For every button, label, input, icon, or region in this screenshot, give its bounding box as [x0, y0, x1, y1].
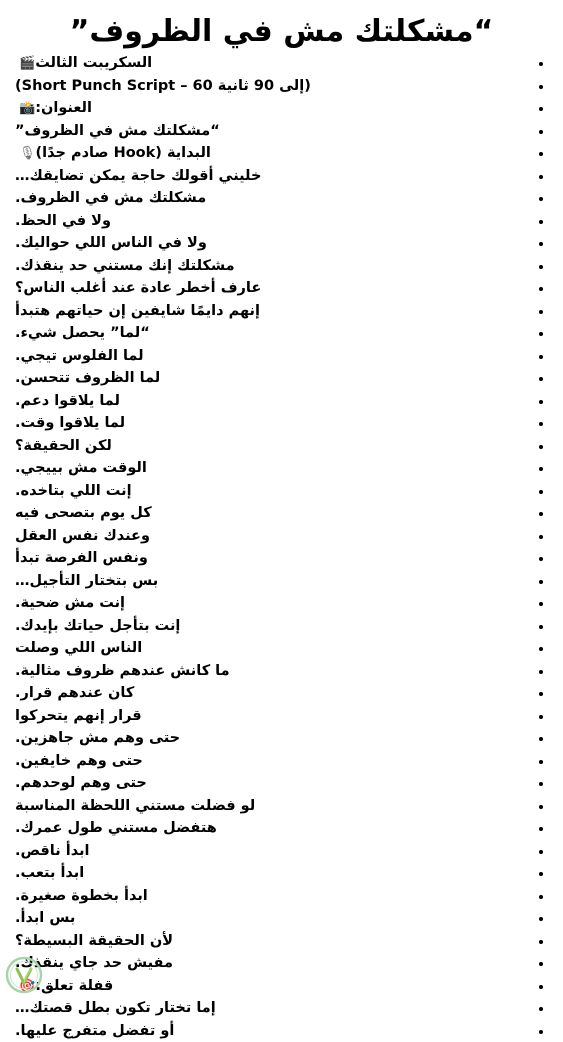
list-item: [15, 412, 545, 435]
line-text: بس ابدأ.: [15, 910, 75, 926]
list-item: [15, 142, 545, 165]
list-item: [15, 705, 545, 728]
line-text: إنت بتأجل حياتك بإيدك.: [15, 618, 180, 634]
line-text: ما كانش عندهم ظروف مثالية.: [15, 663, 230, 679]
line-text: حتى وهم مش جاهزين.: [15, 730, 180, 746]
list-item: [15, 1020, 545, 1042]
line-text: ابدأ بخطوة صغيرة.: [15, 888, 148, 904]
list-item: [15, 345, 545, 368]
list-item: [15, 682, 545, 705]
list-item: [15, 165, 545, 188]
list-item: [15, 480, 545, 503]
list-item: [15, 75, 545, 98]
list-item: [15, 457, 545, 480]
list-item: [15, 277, 545, 300]
line-text: كان عندهم قرار.: [15, 685, 134, 701]
line-text: لما يلاقوا دعم.: [15, 393, 120, 409]
line-text: إما تختار تكون بطل قصتك…: [15, 1000, 216, 1016]
list-item: [15, 390, 545, 413]
list-item: [15, 322, 545, 345]
line-text: عارف أخطر عادة عند أغلب الناس؟: [15, 280, 261, 296]
list-item: [15, 930, 545, 953]
list-item: [15, 885, 545, 908]
line-text: مشكلتك مش في الظروف.: [15, 190, 206, 206]
target-icon: 🎯: [19, 976, 35, 999]
line-text: ولا في الناس اللي حواليك.: [15, 235, 207, 251]
list-item: [15, 952, 545, 975]
line-text: إنت اللي بتاخده.: [15, 483, 132, 499]
line-text: قرار إنهم يتحركوا: [15, 708, 142, 724]
line-text: حتى وهم خايفين.: [15, 753, 143, 769]
line-text: لو فضلت مستني اللحظة المناسبة: [15, 798, 255, 814]
line-text: بس بتختار التأجيل…: [15, 573, 158, 589]
list-item: [15, 660, 545, 683]
line-text: العنوان:: [35, 100, 92, 116]
list-item: [15, 120, 545, 143]
line-text: إنهم دايمًا شايفين إن حياتهم هتبدأ: [15, 303, 260, 319]
line-text: السكريبت الثالث: [35, 55, 152, 71]
line-text: لما يلاقوا وقت.: [15, 415, 125, 431]
list-item: [15, 367, 545, 390]
line-text: لكن الحقيقة؟: [15, 438, 112, 454]
list-item: [15, 502, 545, 525]
line-text: ابدأ بتعب.: [15, 865, 84, 881]
line-text: خليني أقولك حاجة يمكن تضايقك…: [15, 168, 261, 184]
line-text: ولا في الحظ.: [15, 213, 111, 229]
camera-icon: 📸: [19, 98, 35, 121]
clapper-board-icon: 🎬: [19, 53, 35, 76]
list-item: [15, 525, 545, 548]
list-item: [15, 547, 545, 570]
microphone-icon: 🎙: [19, 143, 36, 166]
list-item: [15, 570, 545, 593]
line-text: ونفس الفرصة تبدأ: [15, 550, 148, 566]
line-text: البداية (Hook صادم جدًا): [36, 145, 211, 161]
line-text: هتفضل مستني طول عمرك.: [15, 820, 217, 836]
list-item: [15, 907, 545, 930]
list-item: [15, 97, 545, 120]
list-item: [15, 975, 545, 998]
line-text: “لما” يحصل شيء.: [15, 325, 150, 341]
list-item: [15, 795, 545, 818]
line-text: لما الظروف تتحسن.: [15, 370, 160, 386]
line-text: لما الفلوس تيجي.: [15, 348, 144, 364]
list-item: [15, 187, 545, 210]
list-item: [15, 637, 545, 660]
line-text: كل يوم بتصحى فيه: [15, 505, 152, 521]
list-item: [15, 52, 545, 75]
watermark-logo: [5, 956, 43, 994]
list-item: [15, 300, 545, 323]
line-text: الوقت مش بييجي.: [15, 460, 147, 476]
list-item: [15, 592, 545, 615]
line-text: أو تفضل متفرج عليها.: [15, 1023, 174, 1039]
list-item: [15, 997, 545, 1020]
line-text: إنت مش ضحية.: [15, 595, 125, 611]
list-item: [15, 435, 545, 458]
line-text: وعندك نفس العقل: [15, 528, 150, 544]
line-text: لأن الحقيقة البسيطة؟: [15, 933, 173, 949]
line-text: حتى وهم لوحدهم.: [15, 775, 147, 791]
list-item: [15, 862, 545, 885]
line-text: (Short Punch Script – 60 إلى 90 ثانية): [15, 78, 311, 94]
line-text: الناس اللي وصلت: [15, 640, 142, 656]
list-item: [15, 772, 545, 795]
list-item: [15, 727, 545, 750]
list-item: [15, 750, 545, 773]
document-title: “مشكلتك مش في الظروف”: [0, 12, 563, 52]
list-item: [15, 817, 545, 840]
line-text: ابدأ ناقص.: [15, 843, 89, 859]
script-lines-list: [15, 52, 545, 1042]
line-text: “مشكلتك مش في الظروف”: [15, 123, 220, 139]
line-text: مشكلتك إنك مستني حد ينقذك.: [15, 258, 235, 274]
list-item: [15, 232, 545, 255]
line-text: مفيش حد جاي ينقذك.: [15, 955, 173, 971]
list-item: [15, 840, 545, 863]
list-item: [15, 210, 545, 233]
line-text: قفلة تعلق:: [35, 978, 113, 994]
list-item: [15, 615, 545, 638]
list-item: [15, 255, 545, 278]
